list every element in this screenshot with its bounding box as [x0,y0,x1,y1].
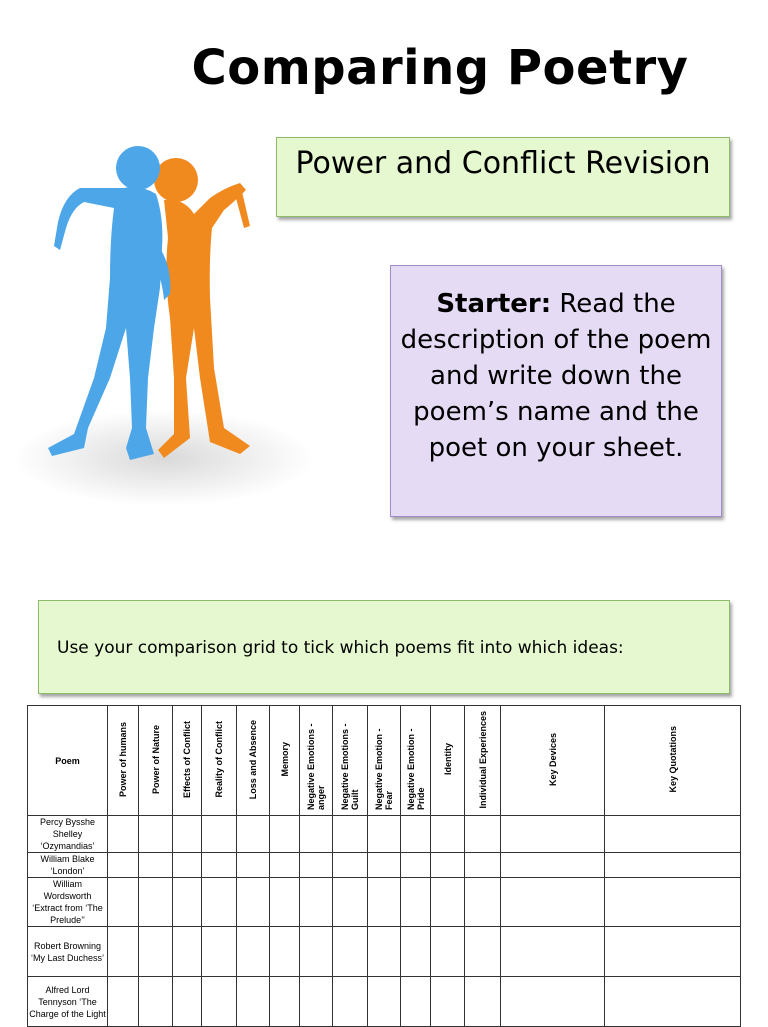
column-header-label: Memory [279,742,290,777]
instruction-box [38,600,730,694]
tick-cell[interactable] [431,977,465,1027]
tick-cell[interactable] [333,977,368,1027]
tick-cell[interactable] [465,878,501,927]
column-header [270,706,300,816]
tick-cell[interactable] [333,816,368,853]
tick-cell[interactable] [605,878,741,927]
column-header-label: Power of humans [118,721,128,797]
starter-label: Starter: [436,289,552,319]
tick-cell[interactable] [401,853,431,878]
column-header [139,706,173,816]
tick-cell[interactable] [139,816,173,853]
tick-cell[interactable] [368,977,401,1027]
tick-cell[interactable] [501,878,605,927]
tick-cell[interactable] [270,927,300,977]
tick-cell[interactable] [401,927,431,977]
tick-cell[interactable] [368,816,401,853]
tick-cell[interactable] [108,927,139,977]
tick-cell[interactable] [270,853,300,878]
poem-cell: Alfred Lord Tennyson ‘The Charge of the Light [28,977,108,1027]
column-header-label: Negative Emotion - Fear [374,727,394,810]
tick-cell[interactable] [300,816,333,853]
tick-cell[interactable] [202,977,237,1027]
tick-cell[interactable] [465,853,501,878]
column-header-label: Key Devices [547,732,558,787]
column-header [173,706,202,816]
tick-cell[interactable] [270,878,300,927]
tick-cell[interactable] [501,853,605,878]
instruction-text: Use your comparison grid to tick which poems fit into which ideas: [57,638,624,658]
tick-cell[interactable] [300,878,333,927]
tick-cell[interactable] [333,927,368,977]
two-figures-illustration [14,128,312,506]
column-header [333,706,368,816]
tick-cell[interactable] [368,878,401,927]
column-header [605,706,741,816]
tick-cell[interactable] [465,816,501,853]
tick-cell[interactable] [237,816,270,853]
column-header [401,706,431,816]
tick-cell[interactable] [431,853,465,878]
tick-cell[interactable] [333,878,368,927]
poem-cell: Percy Bysshe Shelley ‘Ozymandias’ [28,816,108,853]
tick-cell[interactable] [501,977,605,1027]
column-header [237,706,270,816]
page-title: Comparing Poetry [191,40,689,96]
tick-cell[interactable] [139,853,173,878]
tick-cell[interactable] [108,878,139,927]
tick-cell[interactable] [270,816,300,853]
tick-cell[interactable] [173,853,202,878]
tick-cell[interactable] [431,927,465,977]
tick-cell[interactable] [202,853,237,878]
subtitle-box [276,137,730,217]
tick-cell[interactable] [270,977,300,1027]
column-header-label: Negative Emotions - anger [306,722,326,810]
tick-cell[interactable] [501,927,605,977]
subtitle-text: Power and Conflict Revision [295,146,711,181]
tick-cell[interactable] [202,878,237,927]
tick-cell[interactable] [173,878,202,927]
tick-cell[interactable] [333,853,368,878]
tick-cell[interactable] [431,878,465,927]
column-header [202,706,237,816]
poem-cell: William Wordsworth ‘Extract from ‘The Prelude’’ [28,878,108,927]
poem-cell: Robert Browning ‘My Last Duchess’ [28,927,108,977]
tick-cell[interactable] [501,816,605,853]
tick-cell[interactable] [202,816,237,853]
starter-text: Read the description of the poem and write down the poem’s name and the poet on your sheet. [400,289,712,463]
tick-cell[interactable] [139,977,173,1027]
table-row [28,816,741,853]
tick-cell[interactable] [605,977,741,1027]
tick-cell[interactable] [237,977,270,1027]
tick-cell[interactable] [605,927,741,977]
column-header-label: Effects of Conflict [182,720,192,798]
table-row [28,878,741,927]
tick-cell[interactable] [605,853,741,878]
column-header-label: Power of Nature [150,724,161,794]
tick-cell[interactable] [108,853,139,878]
tick-cell[interactable] [465,977,501,1027]
column-header-label: Reality of Conflict [214,721,224,798]
table-row [28,927,741,977]
tick-cell[interactable] [401,977,431,1027]
tick-cell[interactable] [173,927,202,977]
tick-cell[interactable] [368,853,401,878]
column-header [501,706,605,816]
tick-cell[interactable] [139,878,173,927]
tick-cell[interactable] [368,927,401,977]
starter-box [390,265,722,517]
column-header-label: Loss and Absence [248,719,258,800]
column-header [300,706,333,816]
column-header-label: Key Quotations [667,726,678,793]
column-header-label: Negative Emotions - Guilt [340,722,360,810]
tick-cell[interactable] [173,816,202,853]
column-header-label: Individual Experiences [477,710,488,809]
tick-cell[interactable] [431,816,465,853]
tick-cell[interactable] [237,878,270,927]
tick-cell[interactable] [202,927,237,977]
tick-cell[interactable] [300,977,333,1027]
tick-cell[interactable] [465,927,501,977]
tick-cell[interactable] [300,853,333,878]
tick-cell[interactable] [605,816,741,853]
tick-cell[interactable] [300,927,333,977]
tick-cell[interactable] [108,977,139,1027]
tick-cell[interactable] [237,927,270,977]
column-header [431,706,465,816]
column-header-label: Identity [442,743,453,776]
tick-cell[interactable] [401,816,431,853]
comparison-grid [27,705,741,1027]
table-row [28,853,741,878]
tick-cell[interactable] [173,977,202,1027]
tick-cell[interactable] [139,927,173,977]
table-row [28,977,741,1027]
column-header-label: Negative Emotion - Pride [405,727,426,810]
column-header [108,706,139,816]
tick-cell[interactable] [237,853,270,878]
tick-cell[interactable] [108,816,139,853]
column-header [368,706,401,816]
poem-cell: William Blake ‘London’ [28,853,108,878]
column-header [465,706,501,816]
tick-cell[interactable] [401,878,431,927]
poem-column-header: Poem [28,706,108,816]
